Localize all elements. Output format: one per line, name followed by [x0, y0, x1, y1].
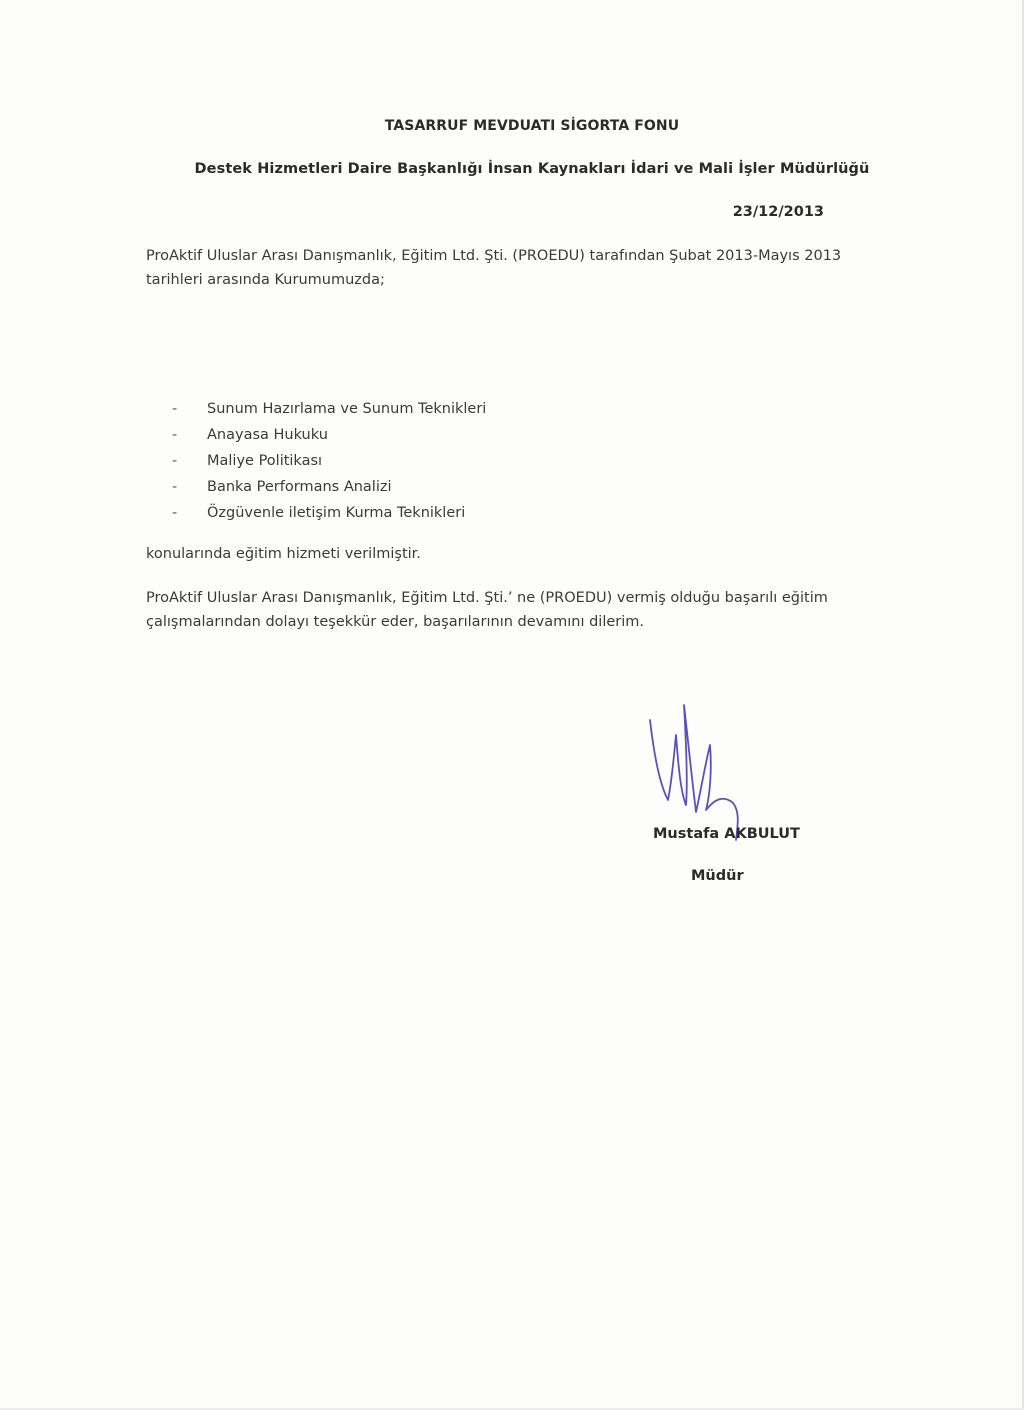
intro-line: tarihleri arasında Kurumumuzda;	[146, 272, 385, 288]
closing-line: konularında eğitim hizmeti verilmiştir.	[146, 546, 421, 562]
dash-bullet: -	[172, 427, 178, 443]
list-item	[172, 396, 486, 422]
topic-label: Sunum Hazırlama ve Sunum Teknikleri	[207, 401, 487, 417]
topic-label: Banka Performans Analizi	[207, 479, 392, 495]
thanks-line: ProAktif Uluslar Arası Danışmanlık, Eğitim Ltd. Şti.’ ne (PROEDU) vermiş olduğu başarılı eğitim	[146, 590, 828, 606]
signer-title: Müdür	[691, 868, 744, 884]
signature-stroke	[650, 705, 738, 840]
list-item	[172, 474, 486, 500]
topic-label: Maliye Politikası	[207, 453, 323, 469]
topic-label: Anayasa Hukuku	[207, 427, 328, 443]
intro-line: ProAktif Uluslar Arası Danışmanlık, Eğitim Ltd. Şti. (PROEDU) tarafından Şubat 2013-Mayıs 2013	[146, 248, 842, 264]
topic-list	[172, 396, 486, 526]
department-title: Destek Hizmetleri Daire Başkanlığı İnsan Kaynakları İdari ve Mali İşler Müdürlüğü	[194, 161, 870, 177]
topic-label: Özgüvenle iletişim Kurma Teknikleri	[207, 505, 466, 521]
list-item	[172, 422, 486, 448]
letter-date: 23/12/2013	[732, 204, 824, 220]
organization-title: TASARRUF MEVDUATI SİGORTA FONU	[384, 118, 680, 134]
dash-bullet: -	[172, 479, 178, 495]
thanks-paragraph	[146, 586, 886, 634]
thanks-line: çalışmalarından dolayı teşekkür eder, başarılarının devamını dilerim.	[146, 614, 645, 630]
list-item	[172, 448, 486, 474]
intro-paragraph	[146, 244, 886, 292]
list-item	[172, 500, 486, 526]
signer-name: Mustafa AKBULUT	[653, 826, 800, 842]
dash-bullet: -	[172, 453, 178, 469]
dash-bullet: -	[172, 401, 178, 417]
dash-bullet: -	[172, 505, 178, 521]
